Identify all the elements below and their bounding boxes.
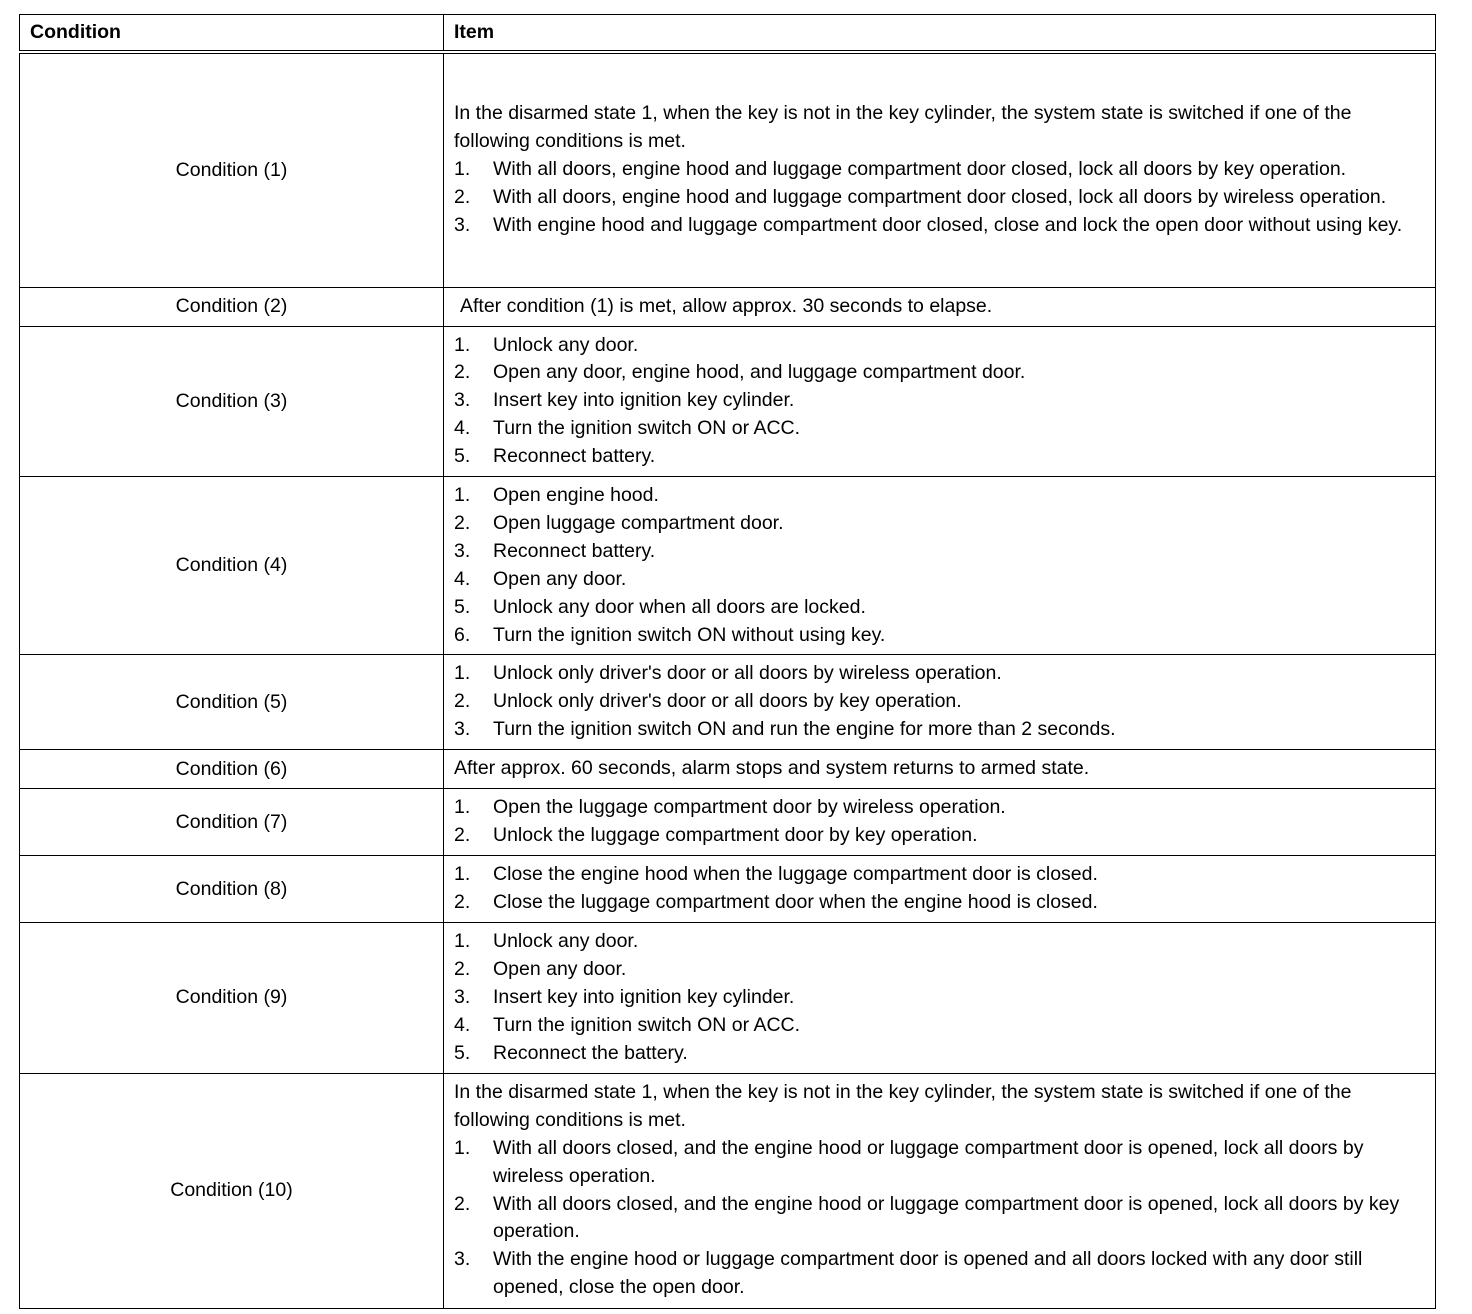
item-cell [444, 923, 1436, 1074]
condition-cell: Condition (2) [20, 287, 444, 326]
list-item [454, 660, 1425, 688]
list-item [454, 332, 1425, 360]
list-number: 3. [454, 539, 471, 562]
list-number: 1. [454, 863, 471, 886]
list-item [454, 510, 1425, 538]
list-number: 6. [454, 623, 471, 646]
list-text: Open any door, engine hood, and luggage compartment door. [493, 361, 1026, 384]
item-text: After condition (1) is met, allow approx. 30 seconds to elapse. [460, 294, 993, 317]
condition-cell: Condition (3) [20, 326, 444, 477]
list-number: 2. [454, 1192, 471, 1215]
list-item [454, 415, 1425, 443]
table-row [20, 52, 1436, 287]
list-text: Reconnect battery. [493, 445, 656, 468]
item-intro: In the disarmed state 1, when the key is not in the key cylinder, the system state is switched if one of the following conditions is met. [454, 102, 1352, 153]
list-text: Unlock the luggage compartment door by key operation. [493, 824, 978, 847]
header-row [20, 15, 1436, 53]
list-item [454, 212, 1425, 240]
list-item [454, 387, 1425, 415]
list-number: 5. [454, 595, 471, 618]
list-item [454, 594, 1425, 622]
list-text: Turn the ignition switch ON or ACC. [493, 1013, 801, 1036]
list-number: 3. [454, 389, 471, 412]
list-text: Insert key into ignition key cylinder. [493, 985, 795, 1008]
list-number: 4. [454, 567, 471, 590]
list-number: 3. [454, 985, 471, 1008]
list-number: 5. [454, 445, 471, 468]
table-row [20, 287, 1436, 326]
list-number: 2. [454, 690, 471, 713]
condition-cell: Condition (1) [20, 52, 444, 287]
list-text: Close the luggage compartment door when the engine hood is closed. [493, 891, 1098, 914]
condition-cell: Condition (4) [20, 477, 444, 655]
list-item [454, 443, 1425, 471]
list-item [454, 928, 1425, 956]
table-row [20, 655, 1436, 750]
list-text: With all doors closed, and the engine hood or luggage compartment door is opened, lock all doors by wireless operation. [493, 1136, 1364, 1187]
list-text: Turn the ignition switch ON and run the engine for more than 2 seconds. [493, 718, 1116, 741]
list-text: Close the engine hood when the luggage compartment door is closed. [493, 863, 1098, 886]
table-row [20, 1073, 1436, 1308]
list-number: 3. [454, 214, 471, 237]
list-number: 2. [454, 891, 471, 914]
list-text: With the engine hood or luggage compartment door is opened and all doors locked with any door still opened, close the open door. [493, 1248, 1363, 1299]
item-intro: In the disarmed state 1, when the key is not in the key cylinder, the system state is switched if one of the following conditions is met. [454, 1080, 1352, 1131]
list-number: 2. [454, 511, 471, 534]
list-text: Open luggage compartment door. [493, 511, 784, 534]
list-item [454, 359, 1425, 387]
list-text: Unlock any door. [493, 333, 639, 356]
list-text: Unlock any door. [493, 930, 639, 952]
list-item [454, 822, 1425, 850]
list-number: 5. [454, 1041, 471, 1064]
condition-cell: Condition (6) [20, 750, 444, 789]
list-number: 1. [454, 662, 471, 685]
list-text: Turn the ignition switch ON or ACC. [493, 417, 801, 440]
list-number: 1. [454, 796, 471, 819]
item-cell [444, 287, 1436, 326]
condition-cell: Condition (7) [20, 789, 444, 856]
list-number: 1. [454, 333, 471, 356]
table-row [20, 477, 1436, 655]
table-row [20, 750, 1436, 789]
list-text: With all doors closed, and the engine hood or luggage compartment door is opened, lock all doors by key operation. [493, 1192, 1400, 1243]
condition-cell: Condition (10) [20, 1073, 444, 1308]
item-intro: After approx. 60 seconds, alarm stops and system returns to armed state. [454, 757, 1090, 780]
header-item: Item [444, 15, 1436, 53]
list-text: With all doors, engine hood and luggage compartment door closed, lock all doors by key operation. [493, 158, 1347, 181]
list-item [454, 622, 1425, 650]
list-number: 3. [454, 718, 471, 741]
item-cell [444, 52, 1436, 287]
header-condition: Condition [20, 15, 444, 53]
list-number: 1. [454, 930, 471, 952]
list-text: Unlock any door when all doors are locked. [493, 595, 866, 618]
list-item [454, 1135, 1425, 1191]
list-number: 2. [454, 957, 471, 980]
condition-cell: Condition (8) [20, 856, 444, 923]
list-item [454, 538, 1425, 566]
list-item [454, 566, 1425, 594]
list-text: Open the luggage compartment door by wireless operation. [493, 796, 1006, 819]
table-row [20, 923, 1436, 1074]
list-item [454, 156, 1425, 184]
list-item [454, 1191, 1425, 1247]
list-item [454, 482, 1425, 510]
list-number: 1. [454, 1136, 471, 1159]
list-number: 3. [454, 1248, 471, 1271]
list-item [454, 794, 1425, 822]
list-number: 1. [454, 158, 471, 181]
list-item [454, 956, 1425, 984]
condition-cell: Condition (5) [20, 655, 444, 750]
list-number: 2. [454, 824, 471, 847]
table-row [20, 856, 1436, 923]
conditions-table [19, 14, 1436, 1309]
item-cell [444, 856, 1436, 923]
table-row [20, 789, 1436, 856]
item-cell [444, 1073, 1436, 1308]
list-number: 4. [454, 417, 471, 440]
item-cell [444, 655, 1436, 750]
item-cell [444, 326, 1436, 477]
list-text: Open engine hood. [493, 484, 659, 507]
list-item [454, 984, 1425, 1012]
item-cell [444, 477, 1436, 655]
list-item [454, 688, 1425, 716]
list-item [454, 861, 1425, 889]
list-item [454, 1040, 1425, 1068]
table-body [20, 52, 1436, 1308]
list-text: With all doors, engine hood and luggage compartment door closed, lock all doors by wireless operation. [493, 186, 1387, 209]
list-item [454, 1246, 1425, 1302]
list-item [454, 1012, 1425, 1040]
list-number: 2. [454, 186, 471, 209]
list-text: Reconnect the battery. [493, 1041, 688, 1064]
item-cell [444, 750, 1436, 789]
list-item [454, 716, 1425, 744]
list-text: Reconnect battery. [493, 539, 656, 562]
list-text: Open any door. [493, 567, 627, 590]
list-number: 2. [454, 361, 471, 384]
list-text: Turn the ignition switch ON without using key. [493, 623, 886, 646]
list-number: 4. [454, 1013, 471, 1036]
list-text: Insert key into ignition key cylinder. [493, 389, 795, 412]
list-item [454, 889, 1425, 917]
list-text: With engine hood and luggage compartment door closed, close and lock the open door without using key. [493, 214, 1403, 237]
list-text: Unlock only driver's door or all doors by key operation. [493, 690, 962, 713]
list-item [454, 184, 1425, 212]
list-text: Unlock only driver's door or all doors by wireless operation. [493, 662, 1002, 685]
condition-cell: Condition (9) [20, 923, 444, 1074]
list-number: 1. [454, 484, 471, 507]
list-text: Open any door. [493, 957, 627, 980]
table-row [20, 326, 1436, 477]
item-cell [444, 789, 1436, 856]
